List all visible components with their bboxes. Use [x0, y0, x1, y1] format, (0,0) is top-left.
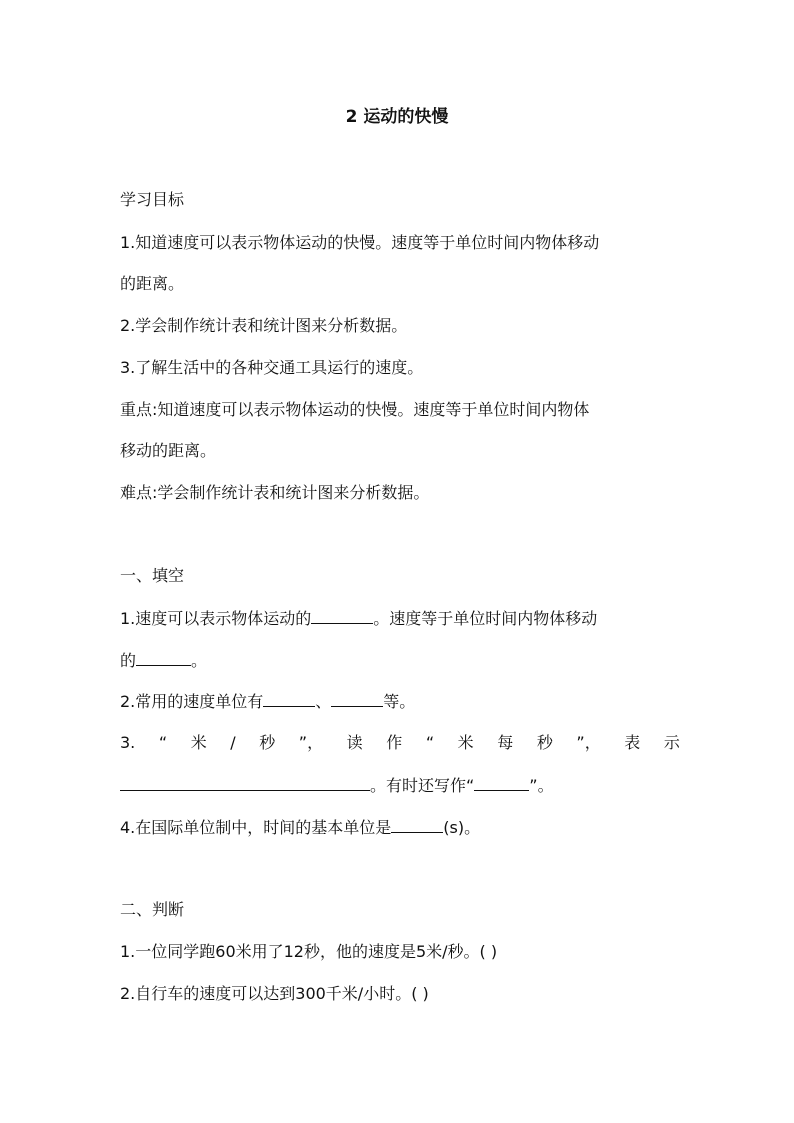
objective-1-line-2: 的距离。: [120, 274, 185, 293]
fill-blank-heading: 一、填空: [120, 566, 185, 585]
fill-question-4: [120, 812, 680, 843]
q3-token: “: [425, 733, 435, 752]
key-point-line-1: 重点:知道速度可以表示物体运动的快慢。速度等于单位时间内物体: [120, 400, 590, 419]
answer-blank[interactable]: [311, 603, 373, 624]
q3-token: 示: [663, 733, 680, 752]
q3-token: 读: [346, 733, 363, 752]
fill-question-3-line-1: [120, 728, 680, 758]
question-text: ”。: [529, 776, 554, 795]
answer-blank[interactable]: [391, 812, 443, 833]
fill-question-1-line-1: [120, 603, 680, 634]
question-text: (s)。: [443, 818, 481, 837]
difficulty-point: 难点:学会制作统计表和统计图来分析数据。: [120, 483, 430, 502]
answer-blank[interactable]: [331, 686, 383, 707]
answer-blank[interactable]: [120, 770, 370, 791]
q3-token: ”，: [576, 733, 601, 752]
q3-token: “: [158, 733, 168, 752]
key-point-line-2: 移动的距离。: [120, 441, 217, 460]
q3-token: 每: [497, 733, 514, 752]
page-title: 2 运动的快慢: [345, 107, 449, 127]
fill-question-3-line-2: [120, 770, 680, 801]
fill-question-1-line-2: [120, 645, 680, 676]
question-text: 、: [315, 692, 332, 711]
q3-token: 3.: [120, 733, 136, 752]
judge-question-1: 1.一位同学跑60米用了12秒，他的速度是5米/秒。( ): [120, 942, 498, 961]
q3-token: 米: [457, 733, 474, 752]
question-text: 的: [120, 651, 137, 670]
q3-token: 秒: [259, 733, 276, 752]
q3-token: ”，: [298, 733, 324, 752]
objective-1-line-1: 1.知道速度可以表示物体运动的快慢。速度等于单位时间内物体移动: [120, 233, 600, 252]
judge-question-2: 2.自行车的速度可以达到300千米/小时。( ): [120, 984, 429, 1003]
q3-token: 秒: [536, 733, 553, 752]
question-text: 2.常用的速度单位有: [120, 692, 264, 711]
fill-question-2: [120, 686, 680, 717]
objective-3: 3.了解生活中的各种交通工具运行的速度。: [120, 358, 424, 377]
answer-blank[interactable]: [263, 686, 315, 707]
judge-heading: 二、判断: [120, 900, 185, 919]
answer-blank[interactable]: [474, 770, 529, 791]
question-text: 等。: [383, 692, 416, 711]
question-text: 4.在国际单位制中，时间的基本单位是: [120, 818, 392, 837]
objectives-heading: 学习目标: [120, 190, 185, 209]
question-text: 。: [191, 651, 208, 670]
q3-token: 米: [190, 733, 207, 752]
q3-token: 作: [386, 733, 403, 752]
q3-token: /: [230, 733, 236, 752]
objective-2: 2.学会制作统计表和统计图来分析数据。: [120, 316, 408, 335]
question-text: 1.速度可以表示物体运动的: [120, 609, 312, 628]
answer-blank[interactable]: [136, 645, 191, 666]
question-text: 。速度等于单位时间内物体移动: [373, 609, 598, 628]
question-text: 。有时还写作“: [370, 776, 475, 795]
q3-token: 表: [624, 733, 641, 752]
